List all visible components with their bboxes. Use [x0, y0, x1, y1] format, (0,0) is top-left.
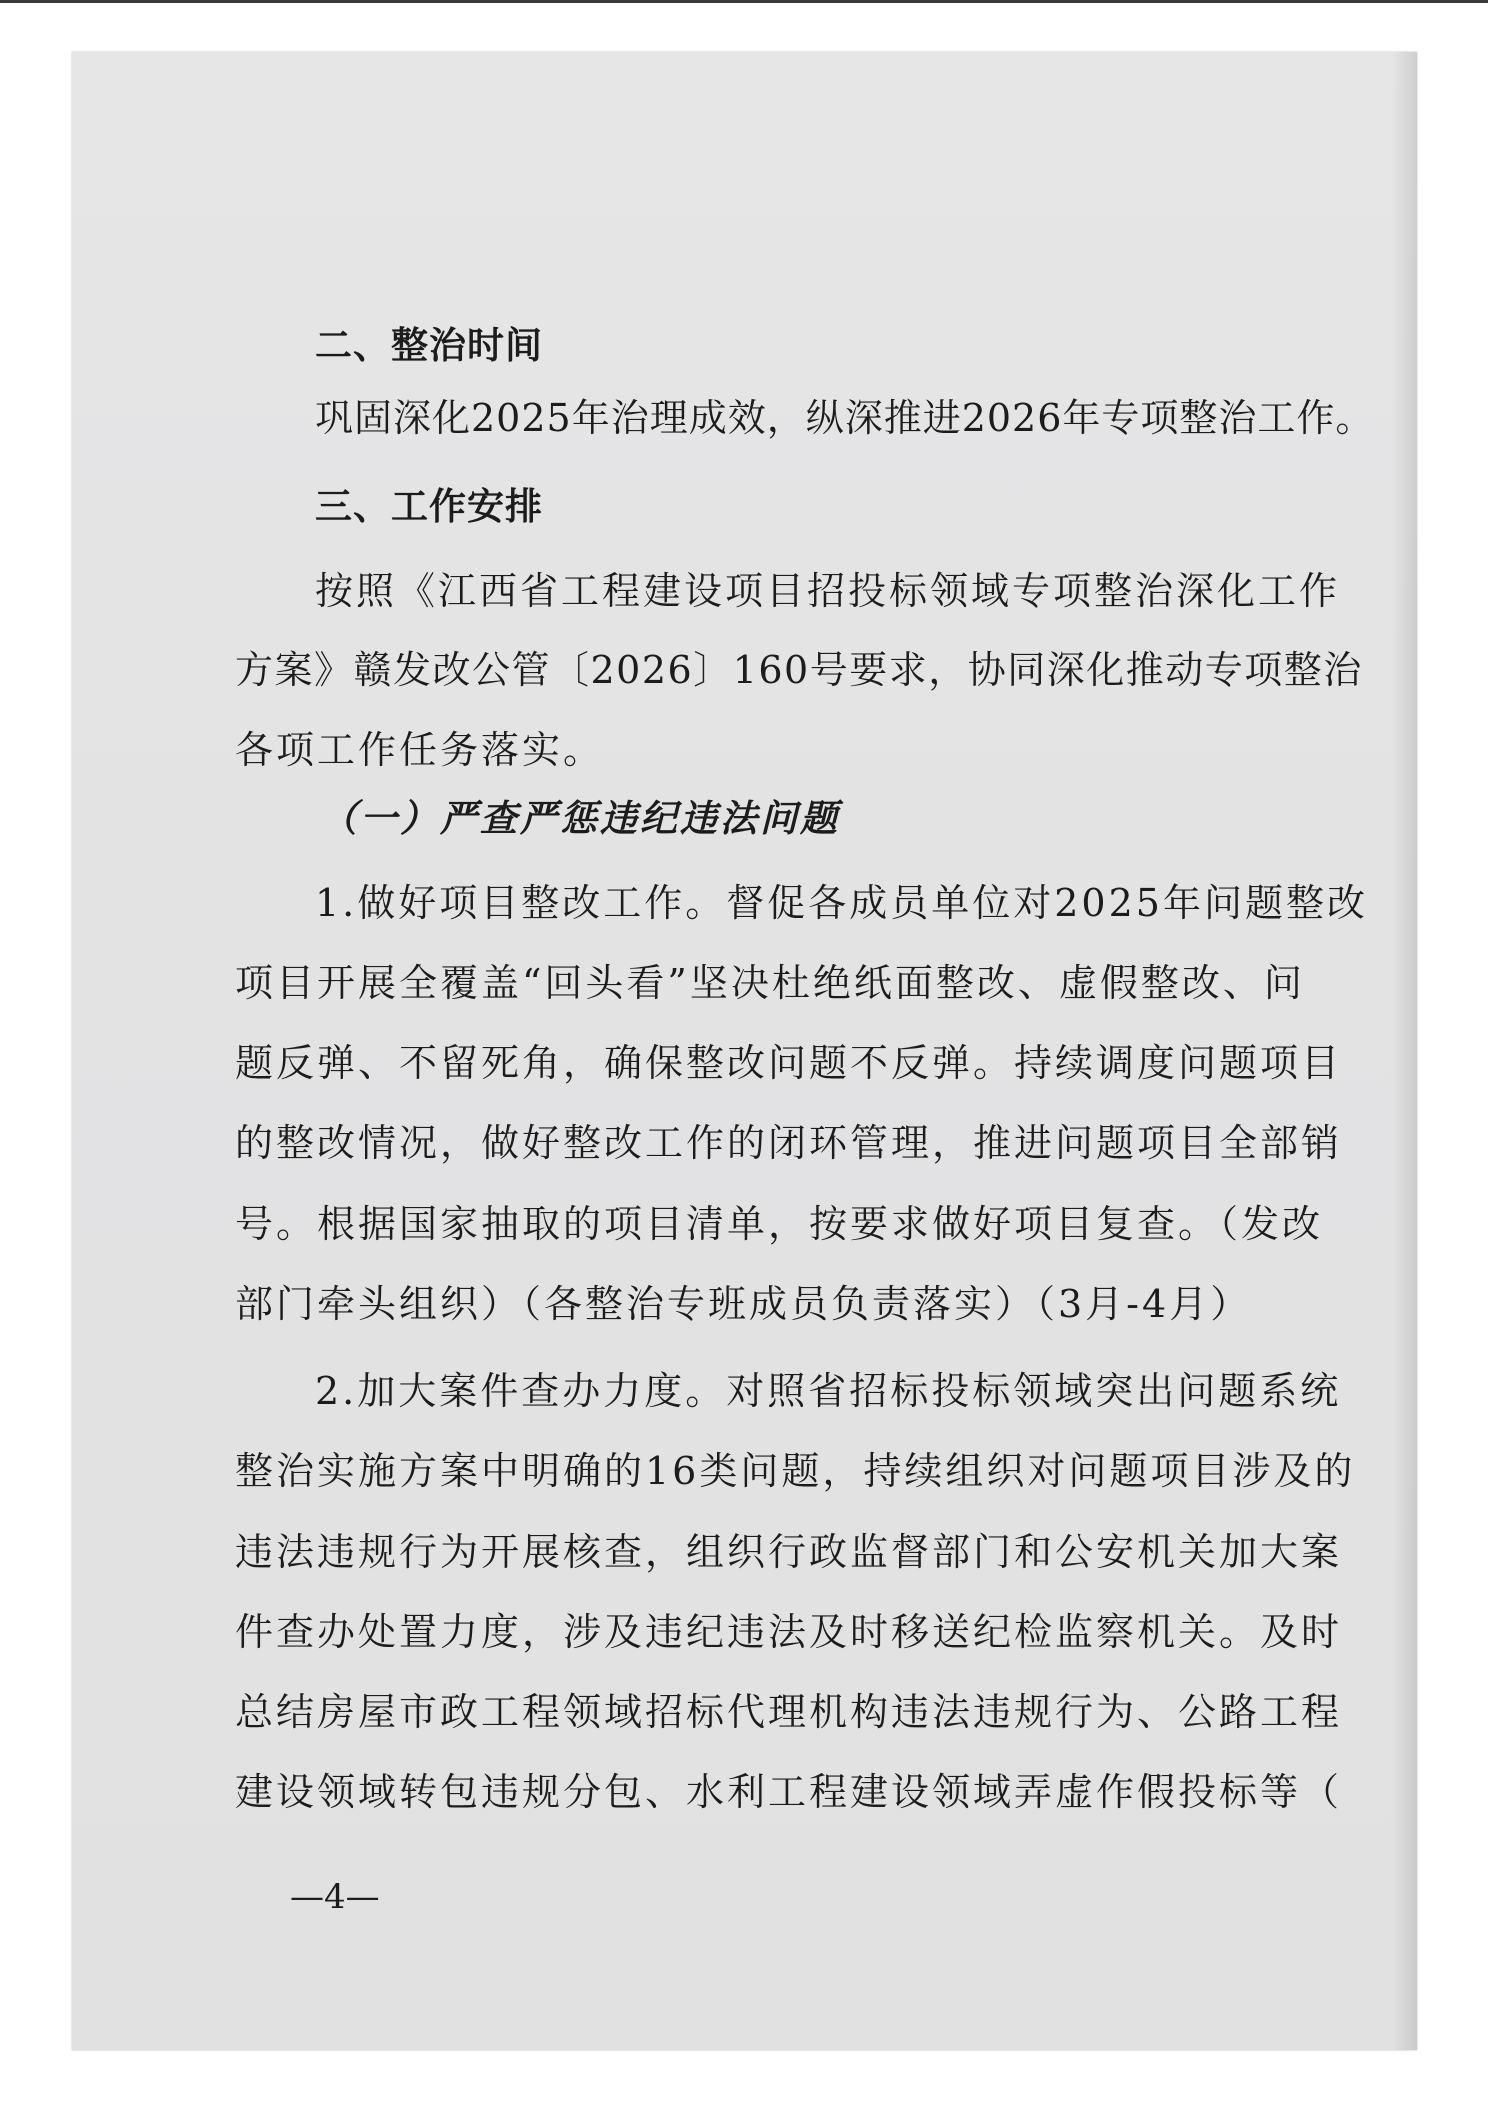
item1-line-4: 的整改情况，做好整改工作的闭环管理，推进问题项目全部销: [235, 1121, 1343, 1165]
section2-heading: 二、整治时间: [315, 324, 543, 367]
subsection1-heading: （一）严查严惩违纪违法问题: [320, 796, 840, 840]
scan-top-edge: [0, 0, 1488, 3]
item2-line-6: 建设领域转包违规分包、水利工程建设领域弄虚作假投标等（: [235, 1770, 1343, 1814]
item2-line-1: 2.加大案件查办力度。对照省招标投标领域突出问题系统: [315, 1369, 1342, 1413]
item1-line-5: 号。根据国家抽取的项目清单，按要求做好项目复查。（发改: [235, 1202, 1324, 1246]
item1-line-2: 项目开展全覆盖“回头看”坚决杜绝纸面整改、虚假整改、问: [235, 961, 1305, 1005]
item1-line-1: 1.做好项目整改工作。督促各成员单位对2025年问题整改: [315, 881, 1368, 925]
item2-line-5: 总结房屋市政工程领域招标代理机构违法违规行为、公路工程: [235, 1690, 1343, 1734]
section3-heading: 三、工作安排: [315, 485, 543, 528]
page-edge-shadow: [1391, 52, 1417, 2050]
section3-line-3: 各项工作任务落实。: [235, 728, 605, 772]
item2-line-3: 违法违规行为开展核查，组织行政监督部门和公安机关加大案: [235, 1530, 1343, 1574]
page-number: —4—: [290, 1877, 380, 1917]
section3-line-2: 方案》赣发改公管〔2026〕160号要求，协同深化推动专项整治: [235, 648, 1363, 692]
document-page: [72, 52, 1417, 2050]
item1-line-3: 题反弹、不留死角，确保整改问题不反弹。持续调度问题项目: [235, 1041, 1343, 1085]
item2-line-4: 件查办处置力度，涉及违纪违法及时移送纪检监察机关。及时: [235, 1610, 1343, 1654]
section2-text: 巩固深化2025年治理成效，纵深推进2026年专项整治工作。: [315, 396, 1375, 440]
section3-line-1: 按照《江西省工程建设项目招投标领域专项整治深化工作: [315, 569, 1341, 613]
item2-line-2: 整治实施方案中明确的16类问题，持续组织对问题项目涉及的: [235, 1449, 1356, 1493]
item1-line-6: 部门牵头组织）（各整治专班成员负责落实）（3月-4月）: [235, 1282, 1252, 1326]
